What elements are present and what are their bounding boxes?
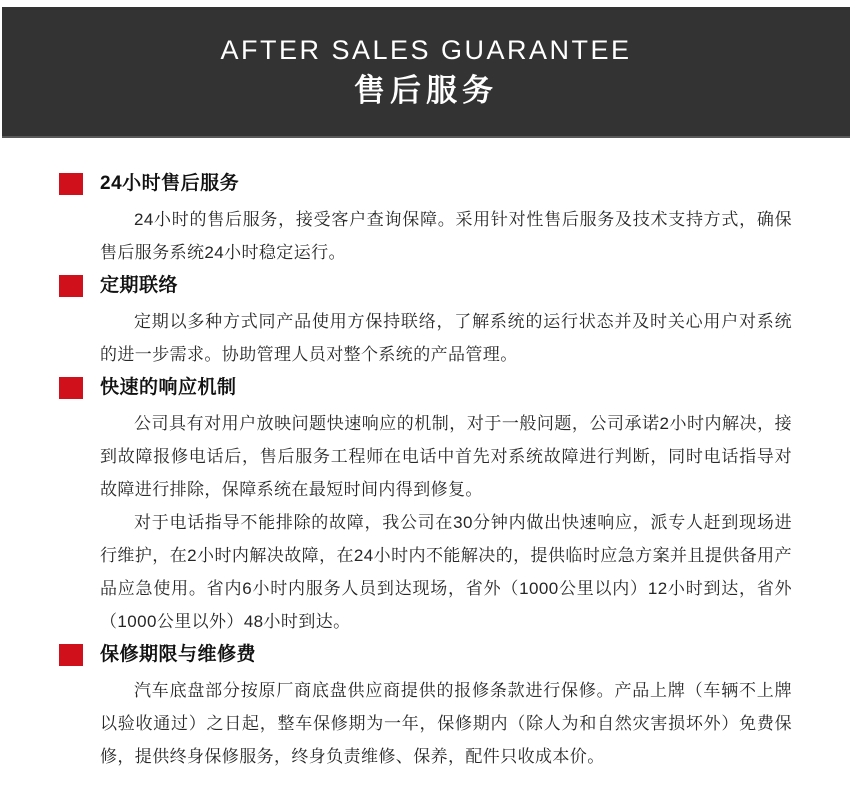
banner-title-chinese: 售后服务 bbox=[354, 73, 498, 108]
red-square-bullet-icon bbox=[59, 275, 83, 297]
section-body bbox=[100, 305, 792, 371]
section-heading-row bbox=[59, 172, 792, 196]
red-square-bullet-icon bbox=[59, 377, 83, 399]
section-paragraph: 对于电话指导不能排除的故障，我公司在30分钟内做出快速响应，派专人赶到现场进行维护，在2小时内解决故障，在24小时内不能解决的，提供临时应急方案并且提供备用产品应急使用。省内6小时内服务人员到达现场，省外（1000公里以内）12小时到达，省外（1000公里以外）48小时到达。 bbox=[100, 513, 792, 631]
section-paragraph: 定期以多种方式同产品使用方保持联络，了解系统的运行状态并及时关心用户对系统的进一步需求。协助管理人员对整个系统的产品管理。 bbox=[100, 312, 792, 364]
section-paragraph: 汽车底盘部分按原厂商底盘供应商提供的报修条款进行保修。产品上牌（车辆不上牌以验收通过）之日起，整车保修期为一年，保修期内（除人为和自然灾害损坏外）免费保修，提供终身保修服务，终身负责维修、保养，配件只收成本价。 bbox=[100, 681, 792, 766]
section-regular-contact bbox=[59, 274, 792, 371]
banner-title-english: AFTER SALES GUARANTEE bbox=[220, 35, 632, 65]
section-heading: 24小时售后服务 bbox=[100, 173, 240, 194]
header-banner bbox=[2, 7, 850, 138]
document-content bbox=[0, 138, 850, 773]
section-heading-row bbox=[59, 643, 792, 667]
section-24h-service bbox=[59, 172, 792, 269]
section-paragraph: 24小时的售后服务，接受客户查询保障。采用针对性售后服务及技术支持方式，确保售后服务系统24小时稳定运行。 bbox=[100, 210, 792, 262]
section-body bbox=[100, 674, 792, 773]
section-paragraph: 公司具有对用户放映问题快速响应的机制，对于一般问题，公司承诺2小时内解决，接到故障报修电话后，售后服务工程师在电话中首先对系统故障进行判断，同时电话指导对故障进行排除，保障系统在最短时间内得到修复。 bbox=[100, 414, 792, 499]
red-square-bullet-icon bbox=[59, 173, 83, 195]
red-square-bullet-icon bbox=[59, 644, 83, 666]
section-warranty bbox=[59, 643, 792, 773]
section-heading-row bbox=[59, 274, 792, 298]
section-heading: 保修期限与维修费 bbox=[100, 644, 257, 665]
section-body bbox=[100, 407, 792, 638]
section-body bbox=[100, 203, 792, 269]
section-heading: 快速的响应机制 bbox=[100, 377, 237, 398]
section-rapid-response bbox=[59, 376, 792, 638]
section-heading: 定期联络 bbox=[100, 275, 179, 296]
section-heading-row bbox=[59, 376, 792, 400]
